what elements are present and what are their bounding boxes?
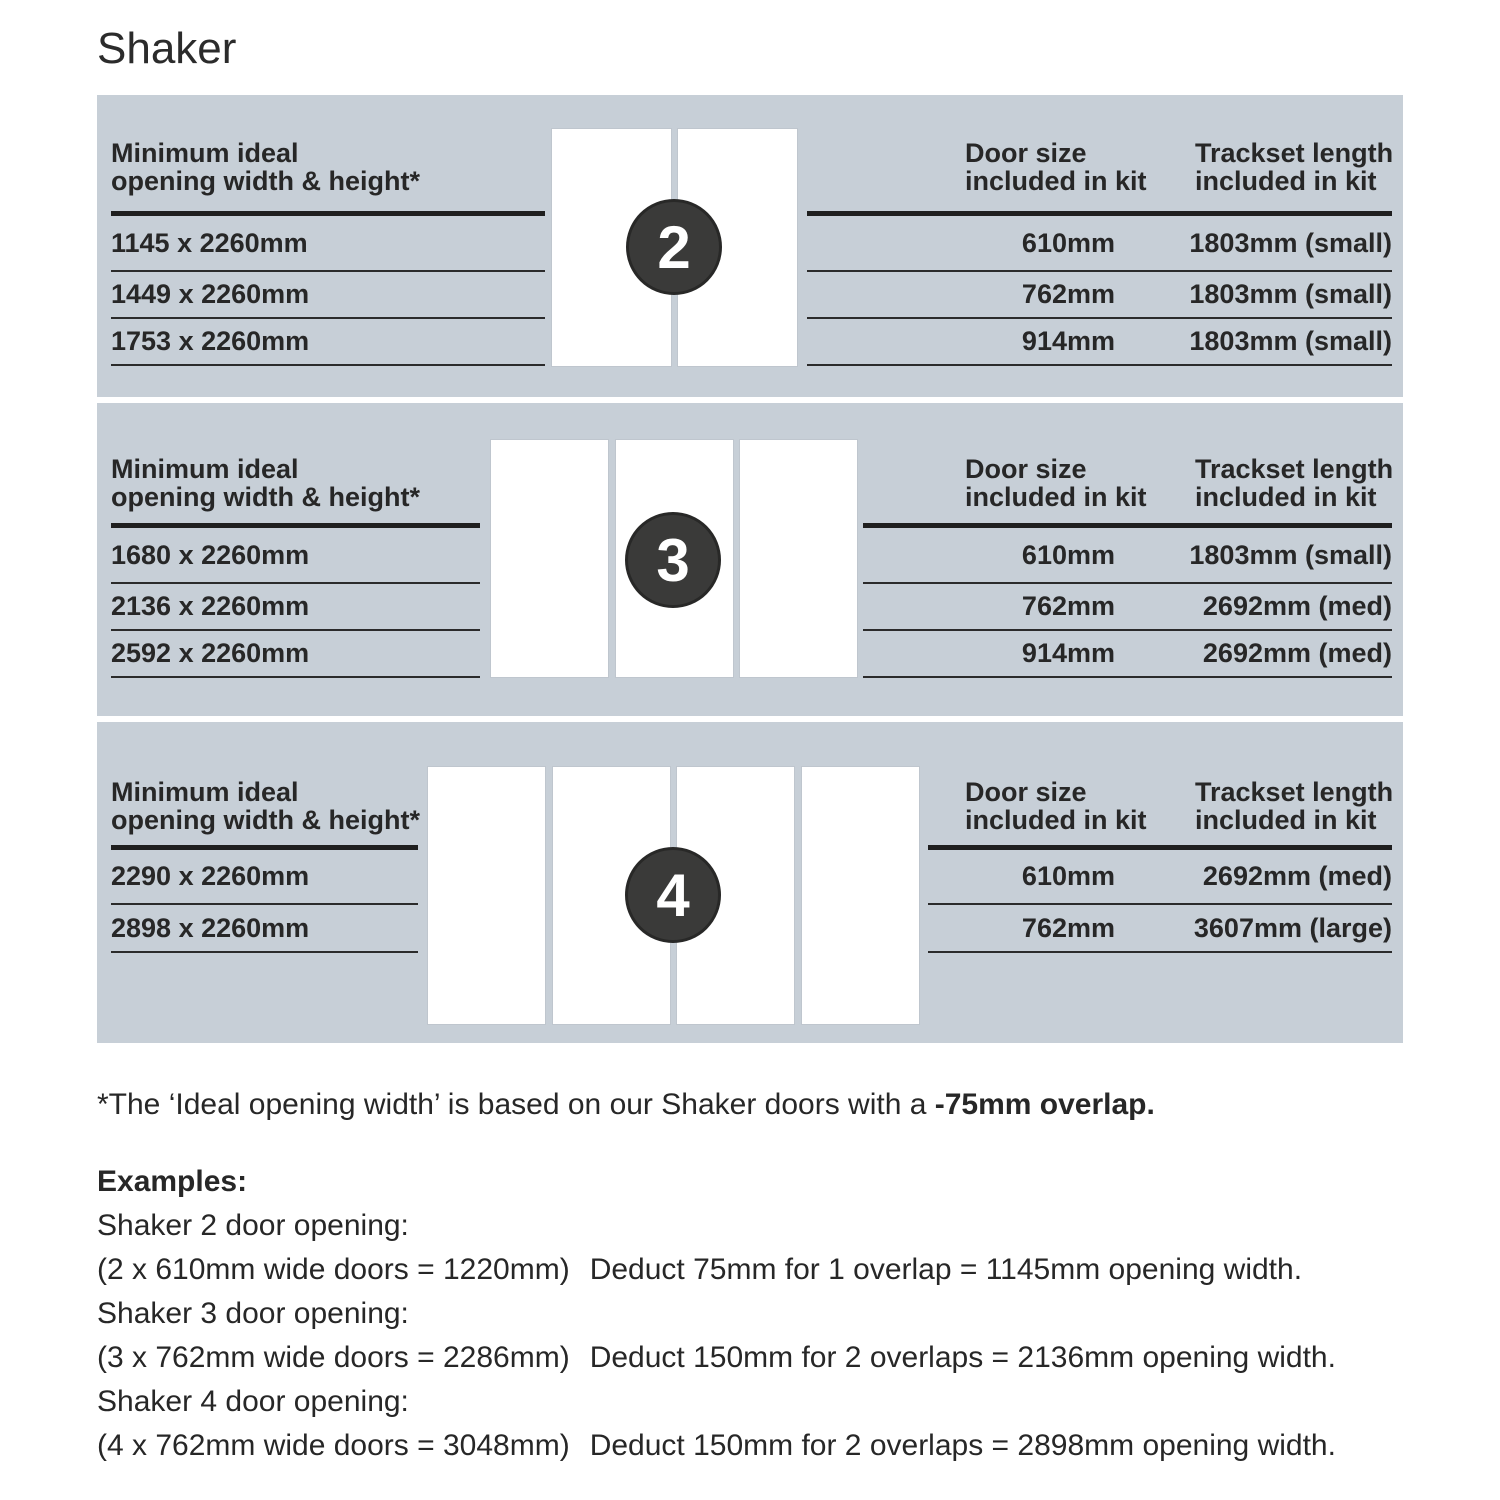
example-detail (97, 1248, 1336, 1292)
door-panel (740, 440, 857, 677)
row-trackset: 2692mm (med) (1202, 591, 1392, 621)
table-row (863, 528, 1392, 584)
examples-section (97, 1160, 1336, 1468)
panel-3-door (97, 403, 1403, 716)
door-panel (491, 440, 608, 677)
example-detail (97, 1336, 1336, 1380)
row-opening: 2898 x 2260mm (111, 905, 418, 953)
row-trackset: 3607mm (large) (1193, 912, 1392, 943)
row-trackset: 1803mm (small) (1189, 539, 1392, 570)
door-panel (428, 767, 545, 1024)
row-trackset: 1803mm (small) (1189, 279, 1392, 309)
col-header-trackset: Trackset length included in kit (1195, 454, 1394, 512)
row-trackset: 1803mm (small) (1189, 227, 1392, 258)
page-title: Shaker (97, 24, 237, 73)
panel-4-door (97, 722, 1403, 1043)
table-row (807, 216, 1392, 272)
row-opening: 1753 x 2260mm (111, 319, 545, 366)
footnote-bold: -75mm overlap. (934, 1088, 1155, 1121)
row-opening: 1680 x 2260mm (111, 528, 480, 584)
examples-heading: Examples: (97, 1165, 248, 1198)
row-door-size: 762mm (1021, 279, 1115, 309)
table-row (807, 272, 1392, 319)
row-opening: 1449 x 2260mm (111, 272, 545, 319)
example-calc: (2 x 610mm wide doors = 1220mm) (97, 1253, 570, 1286)
col-header-door-size: Door size included in kit (965, 777, 1147, 835)
row-opening: 1145 x 2260mm (111, 216, 545, 272)
kit-table (928, 722, 1392, 1043)
row-door-size: 914mm (1021, 326, 1115, 356)
row-opening: 2136 x 2260mm (111, 584, 480, 631)
row-door-size: 762mm (1021, 912, 1115, 943)
example-calc: (3 x 762mm wide doors = 2286mm) (97, 1341, 570, 1374)
door-panel (802, 767, 919, 1024)
door-count-badge: 2 (626, 199, 722, 295)
example-label: Shaker 3 door opening: (97, 1297, 409, 1330)
row-trackset: 1803mm (small) (1189, 326, 1392, 356)
row-door-size: 610mm (1021, 861, 1115, 891)
row-opening: 2592 x 2260mm (111, 631, 480, 678)
left-column-header: Minimum ideal opening width & height* (111, 138, 420, 196)
table-row (863, 584, 1392, 631)
col-header-trackset: Trackset length included in kit (1195, 777, 1394, 835)
row-door-size: 914mm (1021, 638, 1115, 668)
door-count-badge: 4 (625, 847, 721, 943)
panel-2-door (97, 95, 1403, 397)
footnote: *The ‘Ideal opening width’ is based on our Shaker doors with a -75mm overlap. (97, 1088, 1155, 1121)
left-column-header: Minimum ideal opening width & height* (111, 777, 420, 835)
row-trackset: 2692mm (med) (1202, 861, 1392, 891)
col-header-trackset: Trackset length included in kit (1195, 138, 1394, 196)
example-calc: (4 x 762mm wide doors = 3048mm) (97, 1429, 570, 1462)
table-row (807, 319, 1392, 366)
row-door-size: 610mm (1021, 539, 1115, 570)
row-door-size: 610mm (1021, 227, 1115, 258)
table-row (863, 631, 1392, 678)
row-trackset: 2692mm (med) (1202, 638, 1392, 668)
row-door-size: 762mm (1021, 591, 1115, 621)
col-header-door-size: Door size included in kit (965, 454, 1147, 512)
example-label: Shaker 2 door opening: (97, 1209, 409, 1242)
example-result: Deduct 75mm for 1 overlap = 1145mm opening width. (589, 1253, 1303, 1286)
door-count-badge: 3 (625, 512, 721, 608)
table-row (928, 905, 1392, 953)
example-label: Shaker 4 door opening: (97, 1385, 409, 1418)
example-detail (97, 1424, 1336, 1468)
col-header-door-size: Door size included in kit (965, 138, 1147, 196)
left-column-header: Minimum ideal opening width & height* (111, 454, 420, 512)
example-result: Deduct 150mm for 2 overlaps = 2898mm opening width. (589, 1429, 1336, 1462)
kit-table (863, 403, 1392, 716)
table-row (928, 850, 1392, 905)
kit-table (807, 95, 1392, 397)
example-result: Deduct 150mm for 2 overlaps = 2136mm opening width. (589, 1341, 1336, 1374)
row-opening: 2290 x 2260mm (111, 850, 418, 905)
